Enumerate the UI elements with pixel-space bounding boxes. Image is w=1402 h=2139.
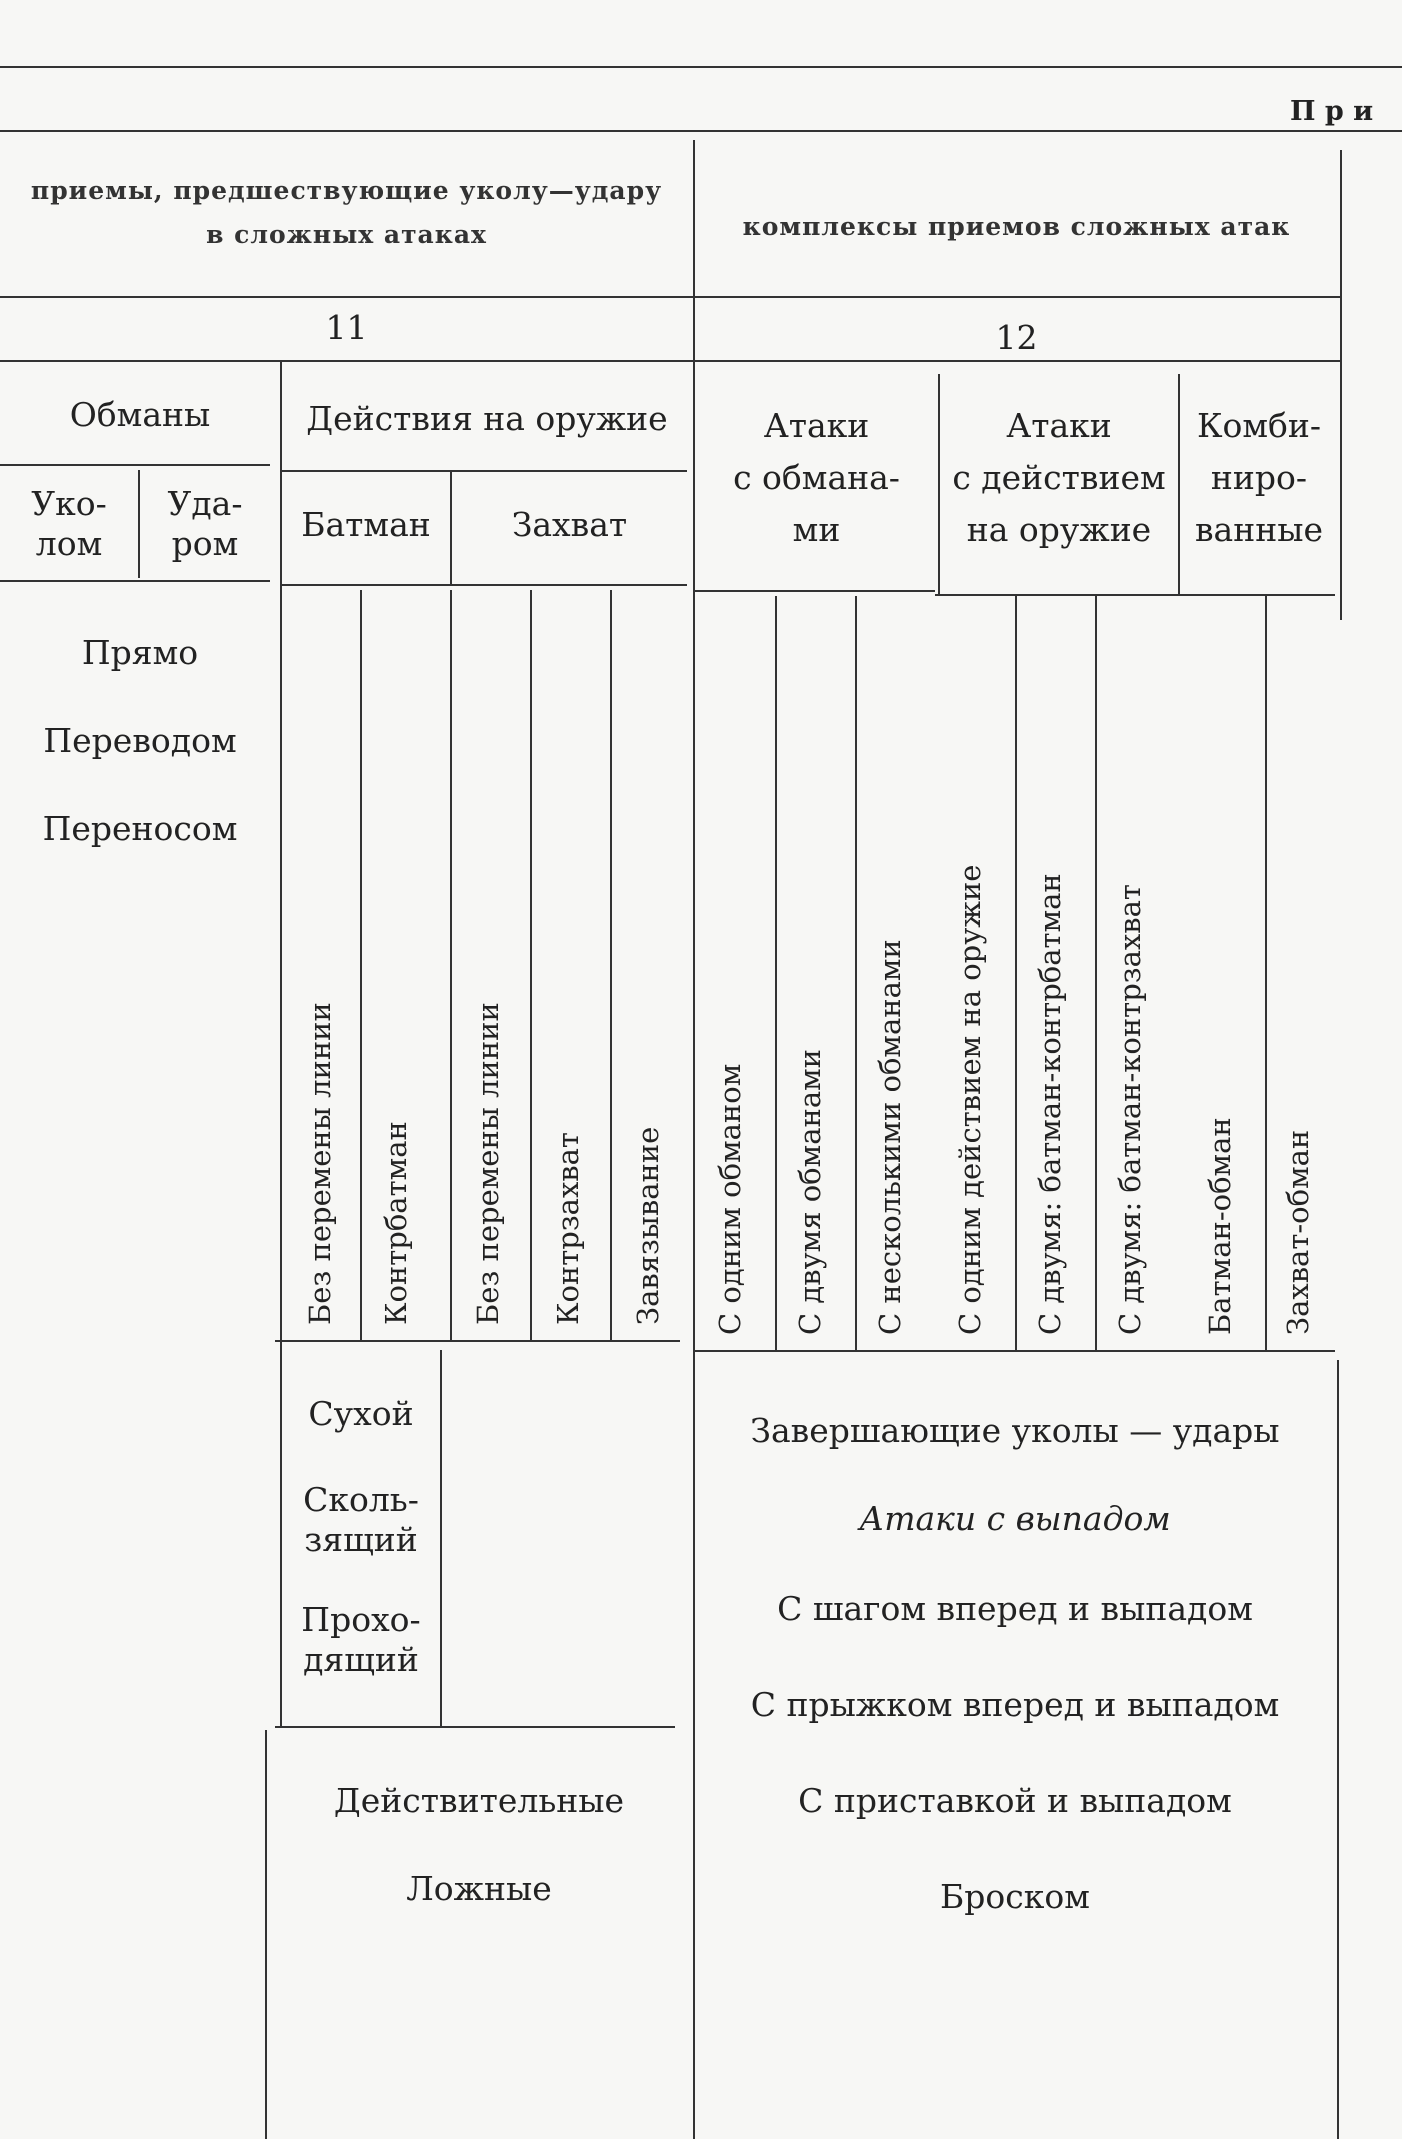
- weapon-attacks-title-line2: с действием: [952, 458, 1166, 497]
- weapon-attacks-title-line3: на оружие: [966, 510, 1152, 549]
- attack-method: С прыжком вперед и выпадом: [750, 1685, 1280, 1724]
- finishing-title: Завершающие уколы — удары: [750, 1411, 1280, 1450]
- rule-subcol: [1265, 596, 1267, 1350]
- bind-label: Захват: [511, 505, 628, 544]
- beat-type-sliding-line2: зящий: [304, 1520, 418, 1559]
- left-section-header-line1: приемы, предшествующие уколу—удару: [30, 176, 663, 205]
- column-label: С двумя обманами: [793, 1049, 827, 1335]
- rule-subcol: [855, 596, 857, 1350]
- feints-title: Обманы: [69, 395, 211, 434]
- rule-under-section-numbers: [0, 360, 1340, 362]
- column-label: С одним действием на оружие: [953, 864, 987, 1335]
- attack-method: С шагом вперед и выпадом: [777, 1589, 1253, 1628]
- beat-label: Батман: [301, 505, 431, 544]
- combined-attacks-title-line2: ниро-: [1210, 458, 1308, 497]
- rule-subcol: [1095, 596, 1097, 1350]
- rule-right-edge: [1340, 150, 1342, 620]
- attack-method: С приставкой и выпадом: [798, 1781, 1232, 1820]
- right-section-header: комплексы приемов сложных атак: [742, 212, 1291, 241]
- left-section-number: 11: [325, 308, 368, 347]
- combined-attacks-title-line3: ванные: [1194, 510, 1324, 549]
- combined-attacks-title: [1180, 400, 1338, 556]
- column-label: С двумя: батман-контрзахват: [1113, 884, 1147, 1335]
- column-label: Батман-обман: [1203, 1117, 1237, 1335]
- column-label: Без перемены линии: [303, 1002, 337, 1325]
- weapon-actions-title: Действия на оружие: [306, 399, 668, 438]
- feint-item: Переносом: [42, 809, 238, 848]
- feints-cut-line2: ром: [171, 524, 239, 563]
- rule-top: [0, 66, 1402, 68]
- beat-type-sliding-line1: Сколь-: [303, 1480, 419, 1519]
- rule-header-bottom: [0, 130, 1402, 132]
- right-section-number: 12: [995, 318, 1038, 357]
- feint-attacks-title-line3: ми: [792, 510, 841, 549]
- rule-under-section-headers: [0, 296, 1340, 298]
- feint-attacks-title: [695, 400, 938, 556]
- feints-thrust-line1: Уко-: [31, 484, 107, 523]
- beat-type-sliding: [282, 1480, 440, 1560]
- weapon-attacks-title-line1: Атаки: [1006, 406, 1112, 445]
- feint-attacks-title-line2: с обмана-: [733, 458, 900, 497]
- beat-type-passing: [282, 1600, 440, 1680]
- beat-type-dry: [282, 1394, 440, 1434]
- rule-subcol: [450, 590, 452, 1340]
- rule-subcol: [1015, 596, 1017, 1350]
- column-label: Завязывание: [631, 1126, 665, 1325]
- rule-subcol: [530, 590, 532, 1340]
- rule-attacks-sub-mid: [935, 594, 1175, 596]
- rule-subcol: [360, 590, 362, 1340]
- weapon-final-false: Ложные: [406, 1869, 552, 1908]
- combined-attacks-title-line1: Комби-: [1196, 406, 1322, 445]
- rule-vertical-cols-bottom-right: [695, 1350, 1335, 1352]
- beat-type-passing-line1: Прохо-: [301, 1600, 421, 1639]
- beat-type-dry-line1: Сухой: [308, 1394, 414, 1433]
- rule-feints-title: [0, 464, 270, 466]
- feint-item: Переводом: [43, 721, 237, 760]
- feint-item: Прямо: [81, 633, 199, 672]
- column-label: С двумя: батман-контрбатман: [1033, 873, 1067, 1335]
- rule-subcol: [610, 590, 612, 1340]
- rule-vertical-cols-bottom-left: [275, 1340, 680, 1342]
- weapon-final-real: Действительные: [333, 1781, 625, 1820]
- rule-right-edge-lower: [1337, 1360, 1339, 2139]
- feints-thrust-line2: лом: [35, 524, 103, 563]
- feint-attacks-title-line1: Атаки: [763, 406, 870, 445]
- weapon-attacks-title: [940, 400, 1178, 556]
- rule-beat-types-bottom: [275, 1726, 675, 1728]
- lunge-attacks-title: Атаки с выпадом: [859, 1499, 1171, 1538]
- attack-method: Броском: [940, 1877, 1090, 1916]
- rule-attacks-sub-left: [695, 590, 935, 592]
- column-label: Захват-обман: [1281, 1129, 1315, 1335]
- rule-beat-types-right: [440, 1350, 442, 1726]
- feints-cut: [140, 484, 270, 564]
- column-label: С одним обманом: [713, 1063, 747, 1335]
- rule-subcol: [775, 596, 777, 1350]
- feints-thrust: [0, 484, 138, 564]
- column-label: Контрбатман: [379, 1121, 413, 1325]
- column-label: С несколькими обманами: [873, 939, 907, 1335]
- rule-weapon-sub: [282, 584, 687, 586]
- rule-attacks-sub-right: [1175, 594, 1335, 596]
- rule-weapon-title: [282, 470, 687, 472]
- rule-feints-sub: [0, 580, 270, 582]
- feints-cut-line1: Уда-: [167, 484, 243, 523]
- column-label: Контрзахват: [551, 1132, 585, 1325]
- beat-type-passing-line2: дящий: [303, 1640, 419, 1679]
- running-title: П р и: [1290, 96, 1374, 127]
- column-label: Без перемены линии: [471, 1002, 505, 1325]
- left-section-header-line2: в сложных атаках: [206, 220, 487, 249]
